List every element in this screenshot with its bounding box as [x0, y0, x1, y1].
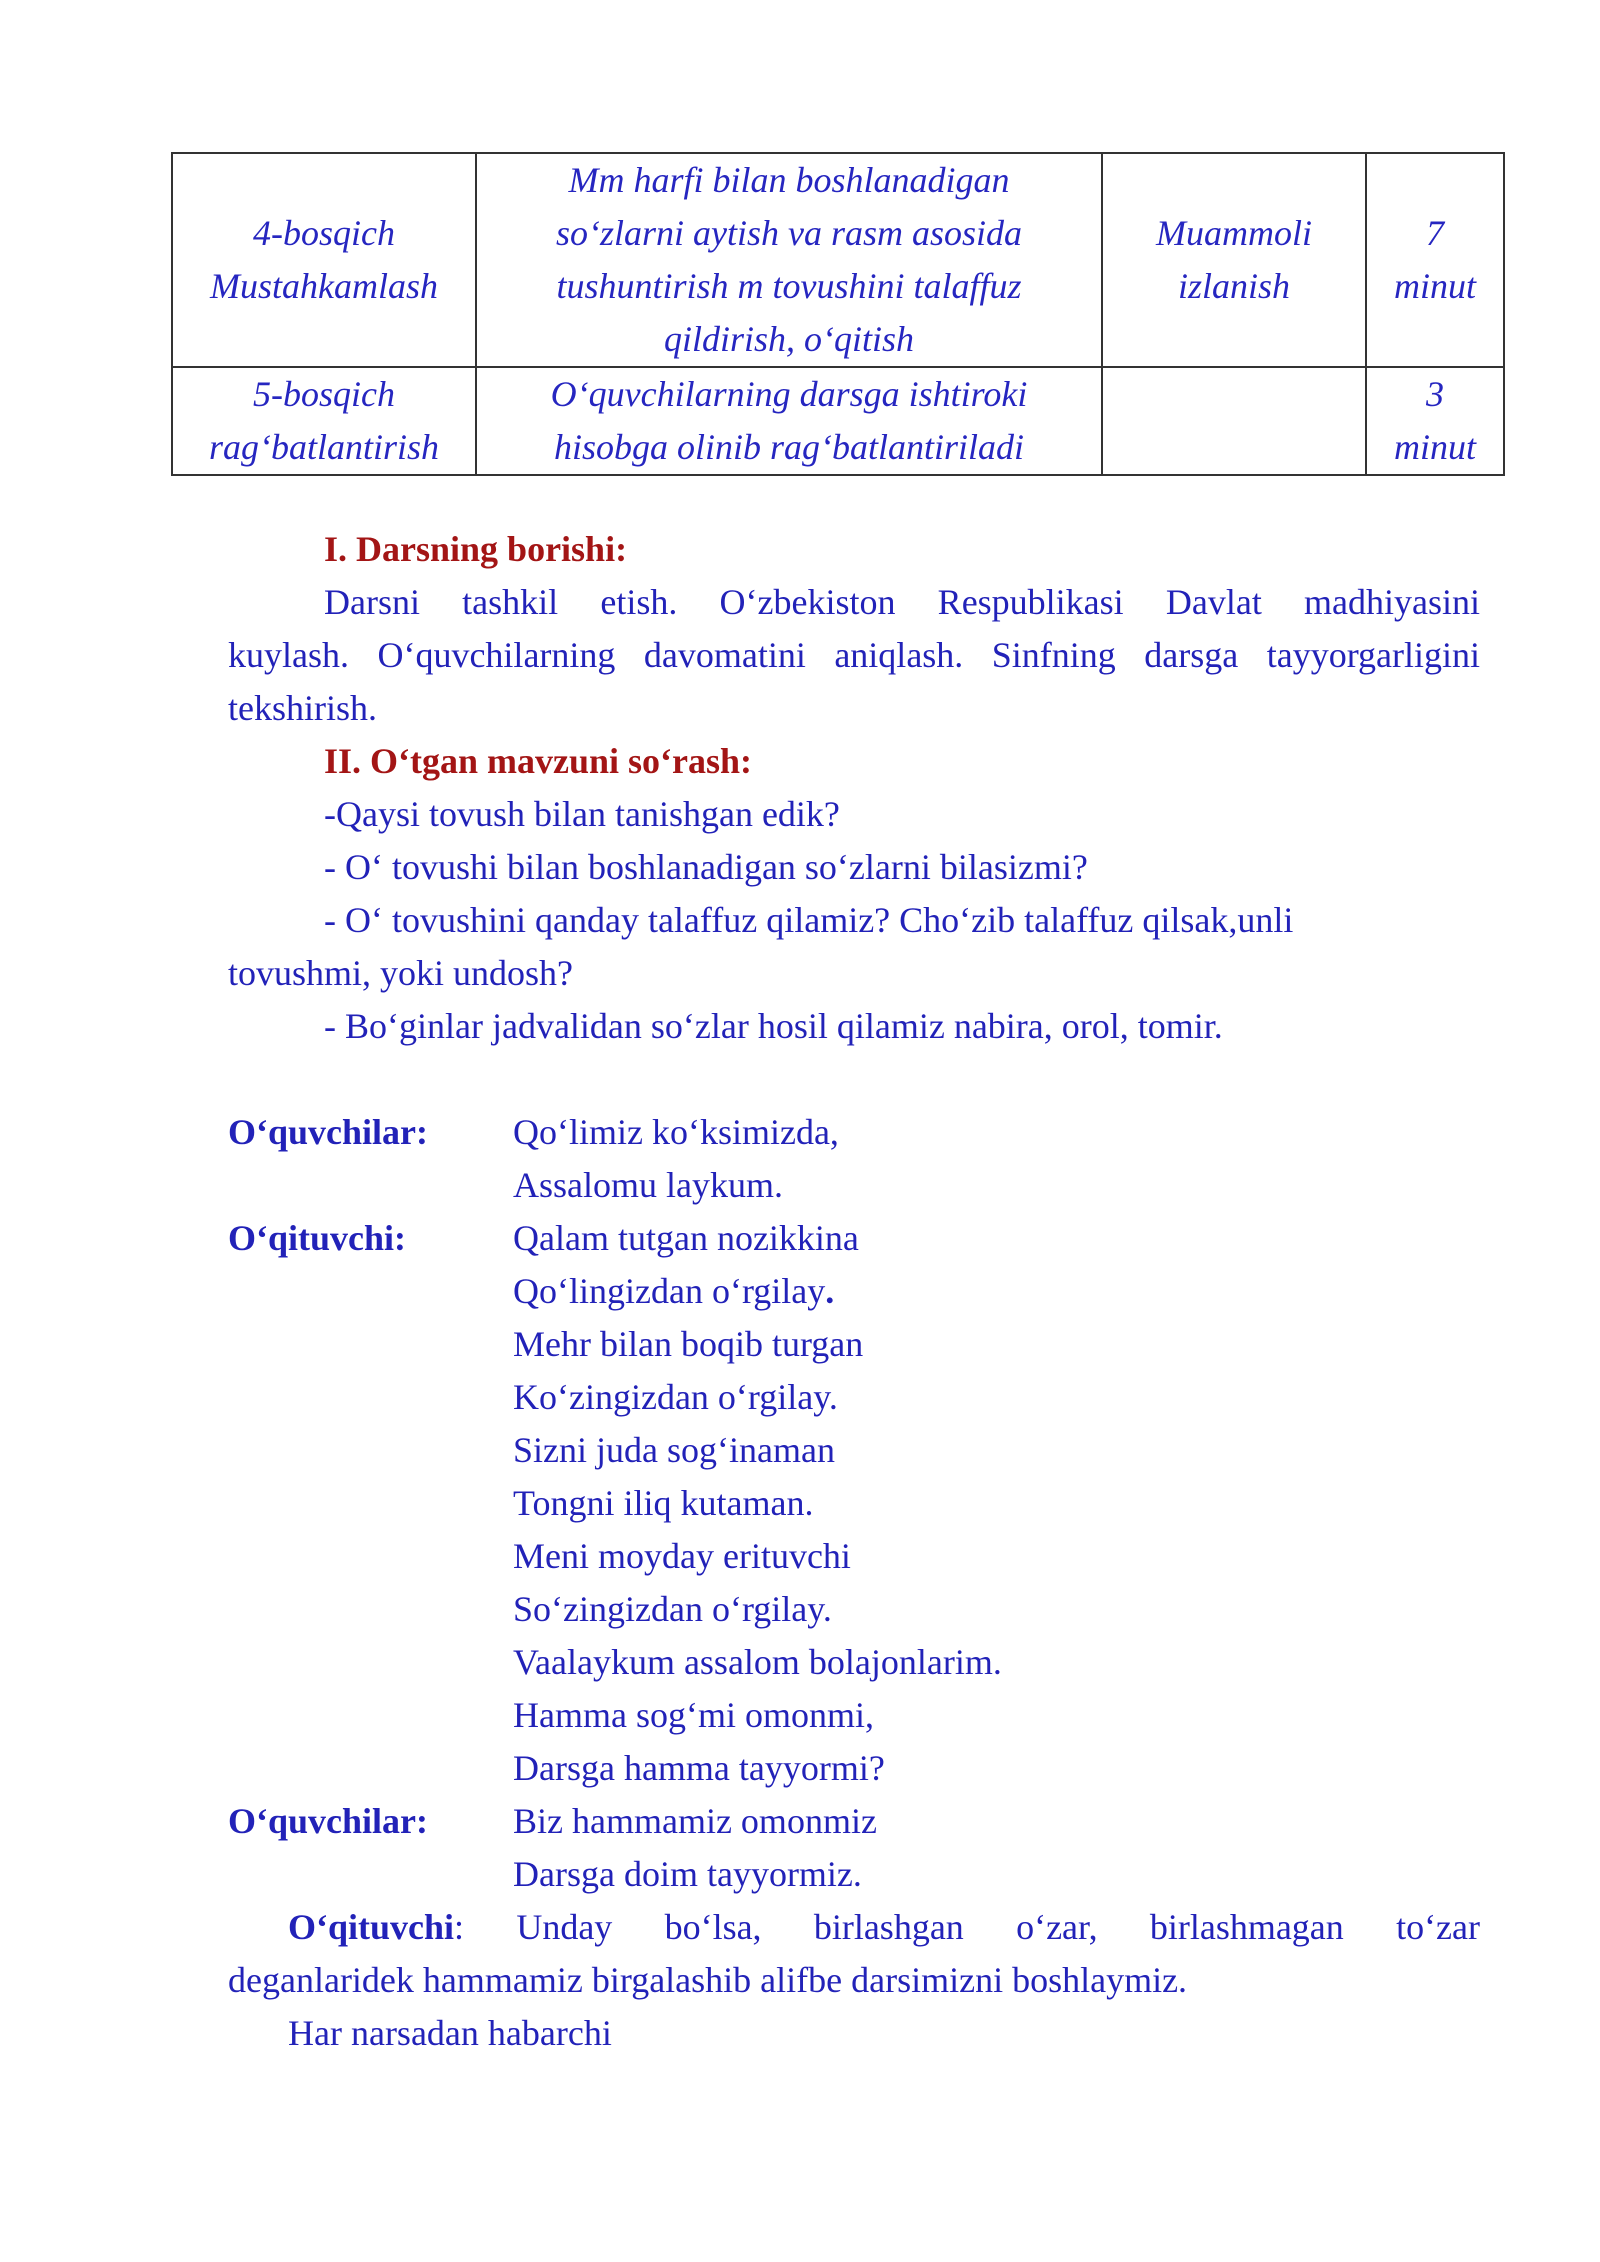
time-value: 7 — [1426, 213, 1444, 253]
paragraph-line: tekshirish. — [228, 688, 377, 728]
table-row — [172, 153, 1504, 367]
dialogue-line: Darsga doim tayyormiz. — [513, 1854, 862, 1894]
time-cell — [1366, 153, 1504, 367]
content-line: tushuntirish m tovushini talaffuz — [556, 266, 1022, 306]
stage-number: 4-bosqich — [253, 213, 395, 253]
dialogue-line: Ko‘zingizdan o‘rgilay. — [513, 1377, 838, 1417]
question-line: tovushmi, yoki undosh? — [228, 953, 574, 993]
dialogue-line: Meni moyday erituvchi — [513, 1536, 851, 1576]
time-cell — [1366, 367, 1504, 475]
closing-line: deganlaridek hammamiz birgalashib alifbe darsimizni boshlaymiz. — [228, 1960, 1188, 2000]
dialogue-line: Qalam tutgan nozikkina — [513, 1218, 859, 1258]
question-line: - O‘ tovushini qanday talaffuz qilamiz? Cho‘zib talaffuz qilsak,unli — [324, 900, 1294, 940]
dialogue-line: Darsga hamma tayyormi? — [513, 1748, 885, 1788]
section-heading-2: II. O‘tgan mavzuni so‘rash: — [324, 741, 753, 781]
content-line: hisobga olinib rag‘batlantiriladi — [553, 427, 1025, 467]
time-unit: minut — [1393, 427, 1476, 467]
speaker-label: O‘qituvchi — [288, 1907, 455, 1947]
time-unit: minut — [1393, 266, 1476, 306]
dialogue-line: Biz hammamiz omonmiz — [513, 1801, 877, 1841]
speaker-label: O‘quvchilar: — [228, 1112, 429, 1152]
dialogue-line: Qo‘limiz ko‘ksimizda, — [513, 1112, 839, 1152]
time-value: 3 — [1426, 374, 1444, 414]
content-cell — [476, 153, 1102, 367]
lesson-plan-table — [171, 152, 1505, 476]
closing-line — [288, 1901, 1480, 1954]
speaker-label: O‘quvchilar: — [228, 1801, 429, 1841]
method-cell — [1102, 367, 1366, 475]
paragraph-line: Darsni tashkil etish. O‘zbekiston Respublikasi Davlat madhiyasini — [324, 582, 1480, 622]
dialogue-line: Vaalaykum assalom bolajonlarim. — [513, 1642, 1002, 1682]
question-line: - O‘ tovushi bilan boshlanadigan so‘zlarni bilasizmi? — [324, 847, 1088, 887]
paragraph-line: kuylash. O‘quvchilarning davomatini aniqlash. Sinfning darsga tayyorgarligini — [228, 635, 1480, 675]
question-line: - Bo‘ginlar jadvalidan so‘zlar hosil qilamiz nabira, orol, tomir. — [324, 1006, 1223, 1046]
stage-name: rag‘batlantirish — [208, 427, 440, 467]
dialogue-punct: . — [825, 1271, 835, 1311]
section-heading-1: I. Darsning borishi: — [324, 529, 628, 569]
table-row — [172, 367, 1504, 475]
dialogue-text: Qo‘lingizdan o‘rgilay — [513, 1271, 826, 1311]
stage-cell — [172, 367, 476, 475]
method-line: Muammoli — [1156, 213, 1312, 253]
stage-number: 5-bosqich — [253, 374, 395, 414]
content-line: O‘quvchilarning darsga ishtiroki — [550, 374, 1028, 414]
closing-line: Har narsadan habarchi — [288, 2013, 612, 2053]
dialogue-line: So‘zingizdan o‘rgilay. — [513, 1589, 832, 1629]
dialogue-line — [513, 1265, 834, 1318]
method-cell — [1102, 153, 1366, 367]
content-line: so‘zlarni aytish va rasm asosida — [555, 213, 1023, 253]
dialogue-line: Hamma sog‘mi omonmi, — [513, 1695, 874, 1735]
method-line: izlanish — [1177, 266, 1291, 306]
closing-text: Unday bo‘lsa, birlashgan o‘zar, birlashmagan to‘zar — [464, 1907, 1480, 1947]
content-cell — [476, 367, 1102, 475]
closing-punct: : — [454, 1907, 465, 1947]
stage-cell — [172, 153, 476, 367]
question-line: -Qaysi tovush bilan tanishgan edik? — [324, 794, 840, 834]
stage-name: Mustahkamlash — [210, 266, 438, 306]
speaker-label: O‘qituvchi: — [228, 1218, 407, 1258]
dialogue-line: Sizni juda sog‘inaman — [513, 1430, 835, 1470]
dialogue-line: Assalomu laykum. — [513, 1165, 783, 1205]
dialogue-line: Mehr bilan boqib turgan — [513, 1324, 864, 1364]
content-line: Mm harfi bilan boshlanadigan — [568, 160, 1010, 200]
dialogue-line: Tongni iliq kutaman. — [513, 1483, 814, 1523]
content-line: qildirish, o‘qitish — [663, 319, 915, 359]
